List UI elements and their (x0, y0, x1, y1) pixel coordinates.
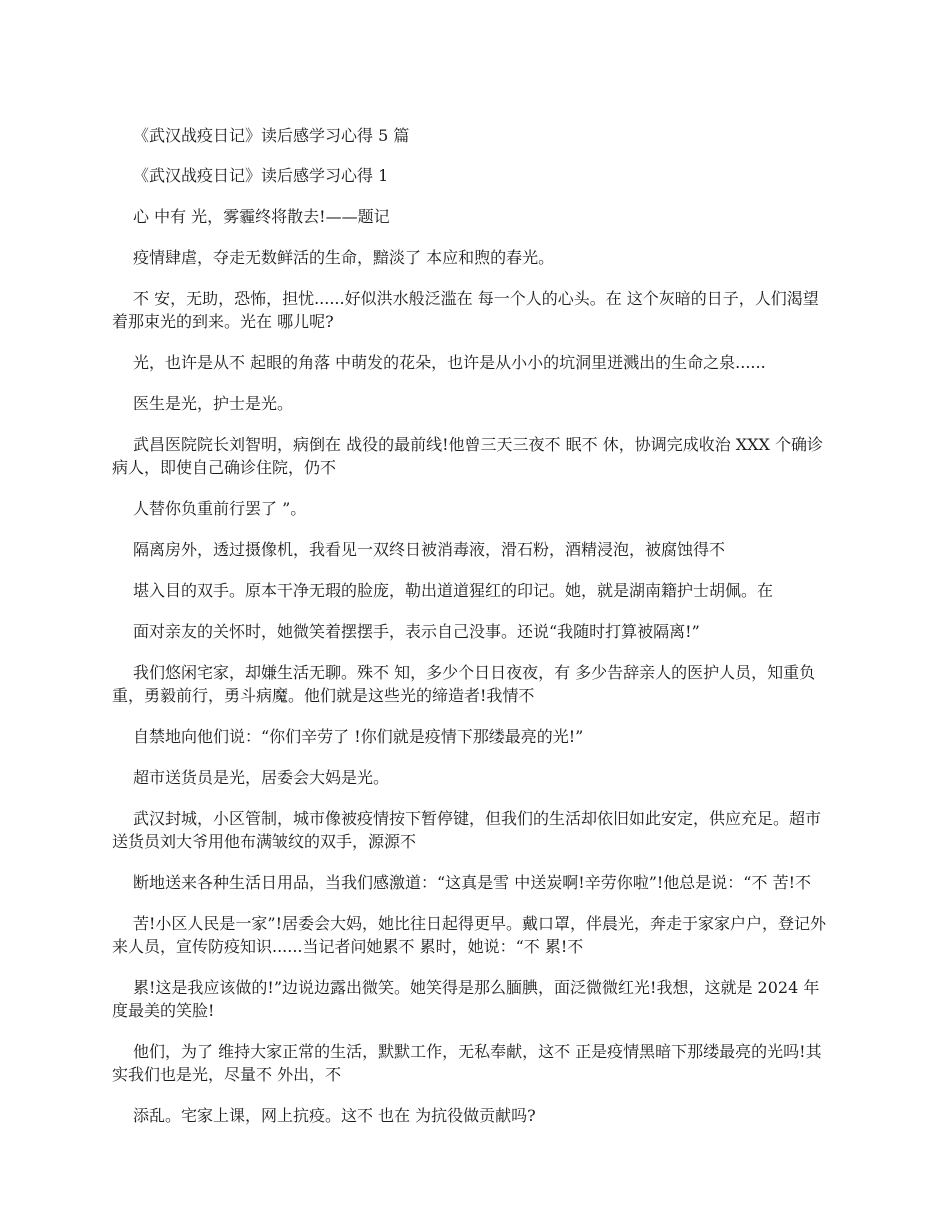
paragraph: 超市送货员是光，居委会大妈是光。 (133, 768, 390, 787)
paragraph: 堪入目的双手。原本干净无瑕的脸庞，勒出道道猩红的印记。她，就是湖南籍护士胡佩。在 (133, 581, 774, 600)
paragraph: 苦!小区人民是一家”!居委会大妈，她比往日起得更早。戴口罩，伴晨光，奔走于家家户户，登记外来人员，宣传防疫知识......当记者问她累不 累时，她说：“不 累!不 (112, 914, 827, 956)
paragraph: 《武汉战疫日记》读后感学习心得 1 (133, 166, 389, 185)
paragraph: 自禁地向他们说：“你们辛劳了 !你们就是疫情下那缕最亮的光!” (133, 727, 584, 746)
paragraph: 疫情肆虐，夺走无数鲜活的生命，黯淡了 本应和煦的春光。 (133, 248, 555, 267)
paragraph: 医生是光，护士是光。 (133, 394, 294, 413)
paragraph: 不 安，无助，恐怖，担忧......好似洪水般泛滥在 每一个人的心头。在 这个灰暗的日子，人们渴望着那束光的到来。光在 哪儿呢? (112, 289, 819, 331)
paragraph: 武汉封城，小区管制，城市像被疫情按下暂停键，但我们的生活却依旧如此安定，供应充足。超市送货员刘大爷用他布满皱纹的双手，源源不 (112, 809, 822, 851)
paragraph: 隔离房外，透过摄像机，我看见一双终日被消毒液，滑石粉，酒精浸泡，被腐蚀得不 (133, 540, 726, 559)
paragraph: 断地送来各种生活日用品，当我们感激道：“这真是雪 中送炭啊!辛劳你啦”!他总是说：“不 苦!不 (133, 873, 812, 892)
document-title: 《武汉战疫日记》读后感学习心得 5 篇 (133, 126, 410, 145)
paragraph: 添乱。宅家上课，网上抗疫。这不 也在 为抗役做贡献吗? (133, 1106, 536, 1125)
document-page (112, 124, 834, 1145)
paragraph: 他们，为了 维持大家正常的生活，默默工作，无私奉献，这不 正是疫情黑暗下那缕最亮的光吗!其实我们也是光，尽量不 外出，不 (112, 1042, 822, 1084)
paragraph: 累!这是我应该做的!”边说边露出微笑。她笑得是那么腼腆，面泛微微红光!我想，这就是 2024 年度最美的笑脸! (112, 978, 820, 1020)
paragraph: 心 中有 光，雾霾终将散去!——题记 (133, 207, 390, 226)
paragraph: 光，也许是从不 起眼的角落 中萌发的花朵，也许是从小小的坑洞里迸溅出的生命之泉...... (133, 353, 766, 372)
paragraph: 我们悠闲宅家，却嫌生活无聊。殊不 知，多少个日日夜夜，有 多少告辞亲人的医护人员，知重负重，勇毅前行，勇斗病魔。他们就是这些光的缔造者!我情不 (112, 663, 816, 705)
paragraph: 面对亲友的关怀时，她微笑着摆摆手，表示自己没事。还说“我随时打算被隔离!” (133, 622, 700, 641)
paragraph: 人替你负重前行罢了 ”。 (133, 499, 307, 518)
paragraph: 武昌医院院长刘智明，病倒在 战役的最前线!他曾三天三夜不 眠不 休，协调完成收治 XXX 个确诊病人，即使自己确诊住院，仍不 (112, 435, 824, 477)
